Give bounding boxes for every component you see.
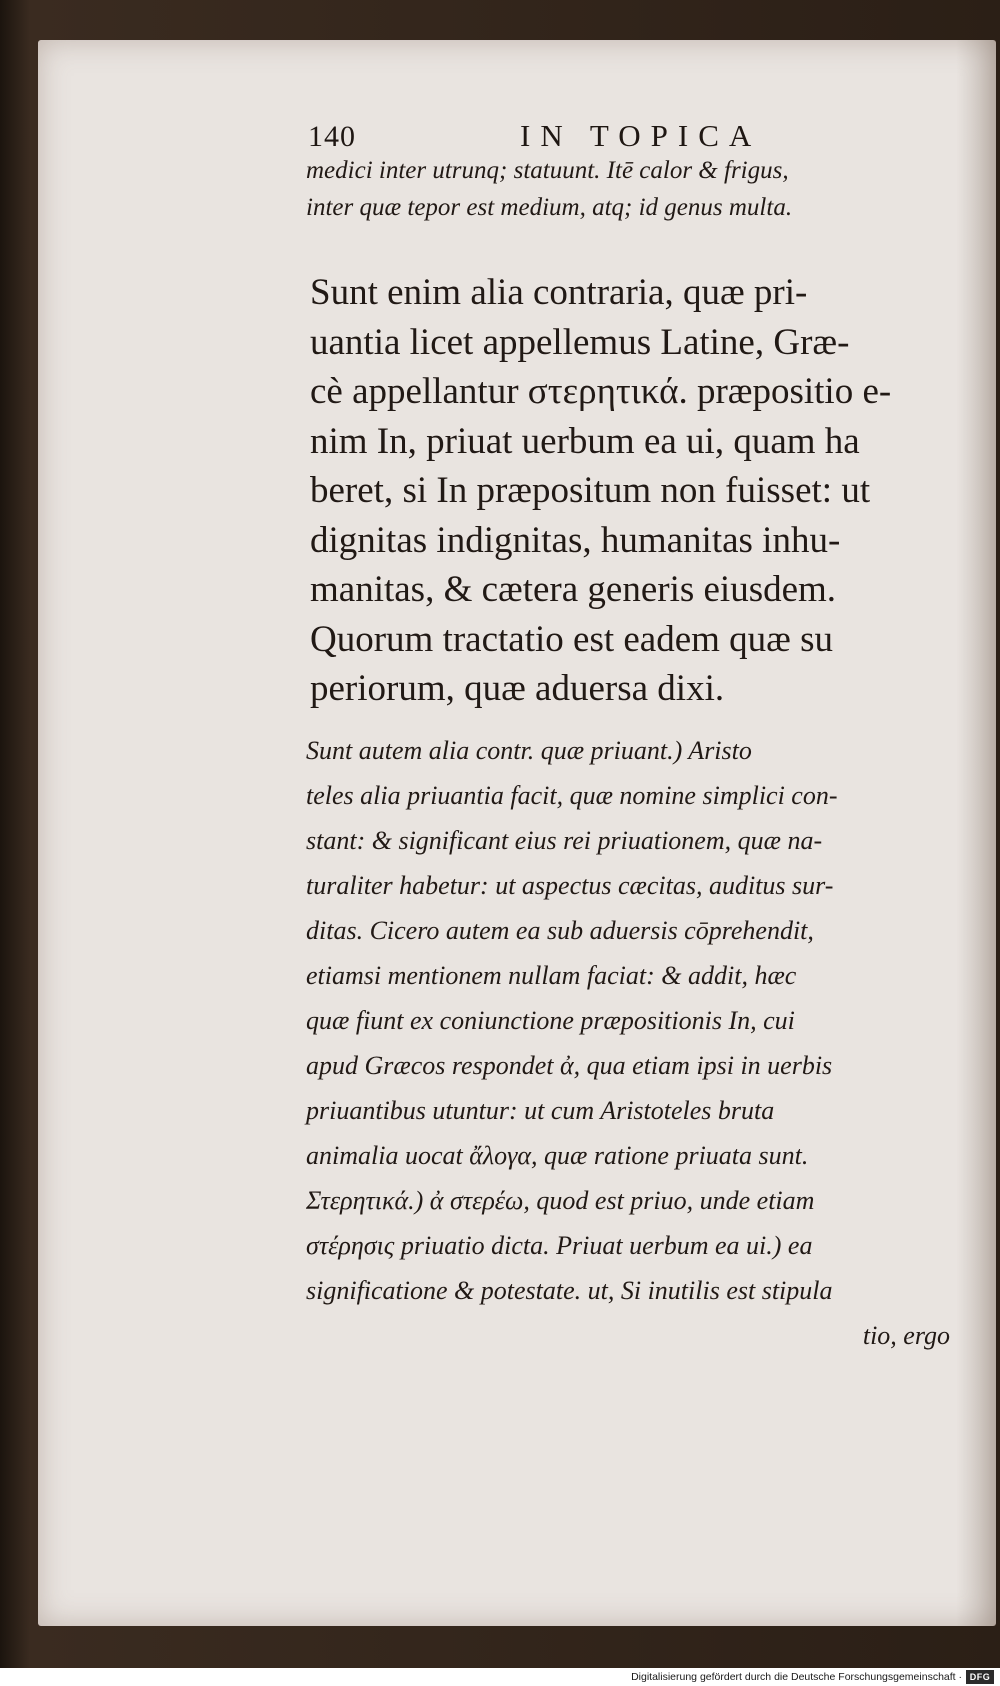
text-line: Sunt enim alia contraria, quæ pri- bbox=[310, 272, 808, 313]
footer-credit: Digitalisierung gefördert durch die Deutsche Forschungsgemeinschaft · bbox=[631, 1671, 962, 1683]
running-head: IN TOPICA bbox=[520, 118, 762, 153]
main-text-block bbox=[310, 268, 970, 714]
text-line: teles alia priuantia facit, quæ nomine simplici con- bbox=[306, 781, 838, 810]
text-line: periorum, quæ aduersa dixi. bbox=[310, 668, 725, 709]
text-line: ditas. Cicero autem ea sub aduersis cōprehendit, bbox=[306, 916, 814, 945]
text-line: quæ fiunt ex coniunctione præpositionis In, cui bbox=[306, 1006, 795, 1035]
text-line: cè appellantur στερητικά. præpositio e- bbox=[310, 371, 892, 412]
text-line: medici inter utrunq; statuunt. Itē calor & frigus, bbox=[306, 157, 789, 184]
text-line: Στερητικά.) ἀ στερέω, quod est priuo, unde etiam bbox=[306, 1186, 815, 1215]
text-line: etiamsi mentionem nullam faciat: & addit, hæc bbox=[306, 961, 797, 990]
text-line: significatione & potestate. ut, Si inutilis est stipula bbox=[306, 1276, 833, 1305]
text-line: manitas, & cætera generis eiusdem. bbox=[310, 569, 837, 610]
dfg-logo: DFG bbox=[966, 1670, 994, 1684]
text-line: nim In, priuat uerbum ea ui, quam ha bbox=[310, 420, 860, 462]
text-line: στέρησις priuatio dicta. Priuat uerbum ea ui.) ea bbox=[306, 1231, 813, 1260]
commentary-text-block bbox=[306, 728, 966, 1358]
text-line: uantia licet appellemus Latine, Græ- bbox=[310, 321, 850, 363]
text-line: Sunt autem alia contr. quæ priuant.) Aristo bbox=[306, 736, 752, 765]
text-line: beret, si In præpositum non fuisset: ut bbox=[310, 470, 871, 511]
text-line: dignitas indignitas, humanitas inhu- bbox=[310, 519, 841, 561]
text-line: inter quæ tepor est medium, atq; id genus multa. bbox=[306, 194, 793, 221]
text-line: priuantibus utuntur: ut cum Aristoteles bruta bbox=[306, 1096, 775, 1125]
text-line: turaliter habetur: ut aspectus cæcitas, auditus sur- bbox=[306, 871, 834, 900]
text-line: animalia uocat ἄλογα, quæ ratione priuata sunt. bbox=[306, 1141, 809, 1170]
text-line: stant: & significant eius rei priuationem, quæ na- bbox=[306, 826, 823, 855]
page-number: 140 bbox=[308, 120, 356, 153]
text-line: apud Græcos respondet ἀ, qua etiam ipsi in uerbis bbox=[306, 1051, 833, 1080]
intro-text-block bbox=[306, 152, 966, 226]
text-line: Quorum tractatio est eadem quæ su bbox=[310, 618, 834, 660]
catchword-line: tio, ergo bbox=[862, 1321, 950, 1350]
